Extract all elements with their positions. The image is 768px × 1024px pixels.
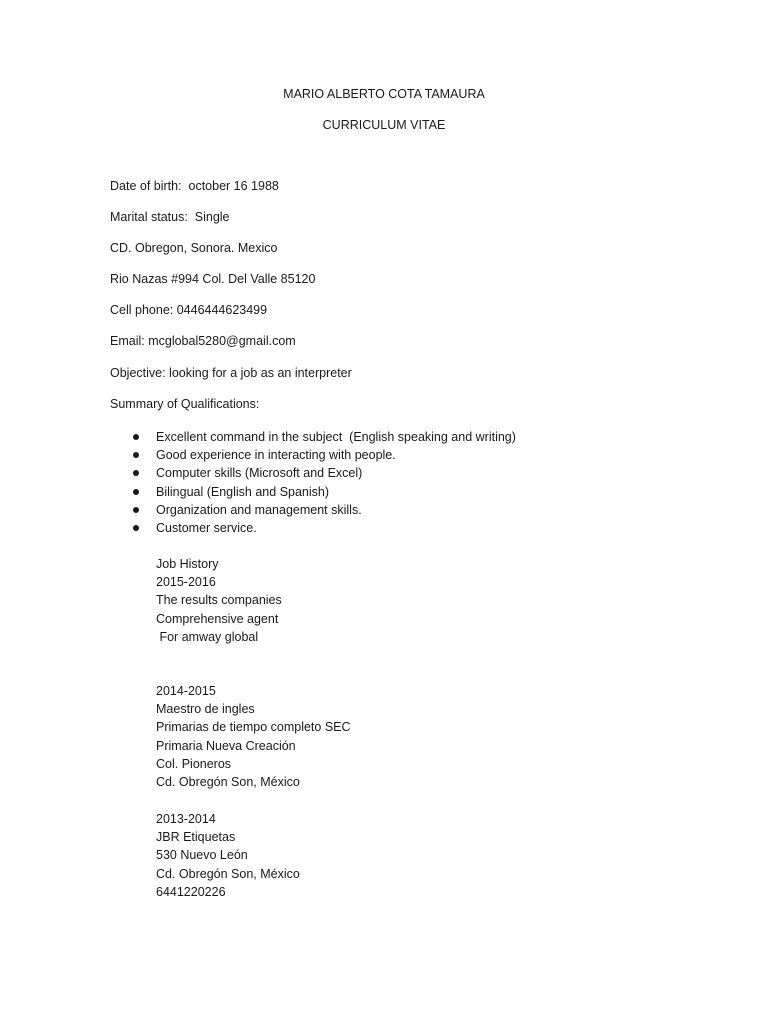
job-period: 2015-2016 bbox=[156, 575, 216, 590]
applicant-name: MARIO ALBERTO COTA TAMAURA bbox=[283, 87, 485, 101]
cell-phone: Cell phone: 0446444623499 bbox=[110, 303, 268, 317]
bullet-icon bbox=[133, 434, 139, 440]
bullet-icon bbox=[133, 470, 139, 476]
document-title: CURRICULUM VITAE bbox=[322, 118, 446, 132]
city-line: CD. Obregon, Sonora. Mexico bbox=[110, 241, 278, 255]
job-period: 2014-2015 bbox=[156, 684, 216, 698]
job-detail: For amway global bbox=[156, 629, 259, 644]
job-role: Comprehensive agent bbox=[156, 611, 279, 626]
bullet-icon bbox=[133, 452, 139, 458]
job-detail: Primaria Nueva Creación bbox=[156, 738, 296, 753]
qualifications-list bbox=[133, 428, 516, 537]
job-detail: Col. Pioneros bbox=[156, 756, 232, 771]
job-entry-2013 bbox=[156, 810, 300, 901]
objective-line: Objective: looking for a job as an interpreter bbox=[110, 366, 352, 380]
job-detail: 530 Nuevo León bbox=[156, 848, 248, 863]
job-history-first-block bbox=[156, 555, 282, 646]
bullet-icon bbox=[133, 525, 139, 531]
address-line: Rio Nazas #994 Col. Del Valle 85120 bbox=[110, 272, 316, 286]
list-item: Good experience in interacting with people. bbox=[133, 446, 516, 464]
summary-heading: Summary of Qualifications: bbox=[110, 397, 260, 411]
job-phone: 6441220226 bbox=[156, 884, 226, 899]
list-item: Customer service. bbox=[133, 519, 516, 537]
job-role: Maestro de ingles bbox=[156, 702, 255, 717]
list-item: Computer skills (Microsoft and Excel) bbox=[133, 464, 516, 482]
marital-status: Marital status: Single bbox=[110, 210, 230, 224]
job-entry-2014 bbox=[156, 682, 351, 791]
job-period: 2013-2014 bbox=[156, 812, 216, 826]
list-item: Bilingual (English and Spanish) bbox=[133, 483, 516, 501]
list-item: Excellent command in the subject (English speaking and writing) bbox=[133, 428, 516, 446]
job-location: Cd. Obregón Son, México bbox=[156, 866, 300, 881]
job-location: Cd. Obregón Son, México bbox=[156, 774, 300, 789]
email-line: Email: mcglobal5280@gmail.com bbox=[110, 334, 296, 348]
job-company: Primarias de tiempo completo SEC bbox=[156, 720, 351, 735]
list-item: Organization and management skills. bbox=[133, 501, 516, 519]
date-of-birth: Date of birth: october 16 1988 bbox=[110, 179, 279, 193]
job-history-heading: Job History bbox=[156, 557, 219, 571]
bullet-icon bbox=[133, 507, 139, 513]
job-company: The results companies bbox=[156, 593, 282, 608]
bullet-icon bbox=[133, 489, 139, 495]
job-company: JBR Etiquetas bbox=[156, 830, 236, 845]
